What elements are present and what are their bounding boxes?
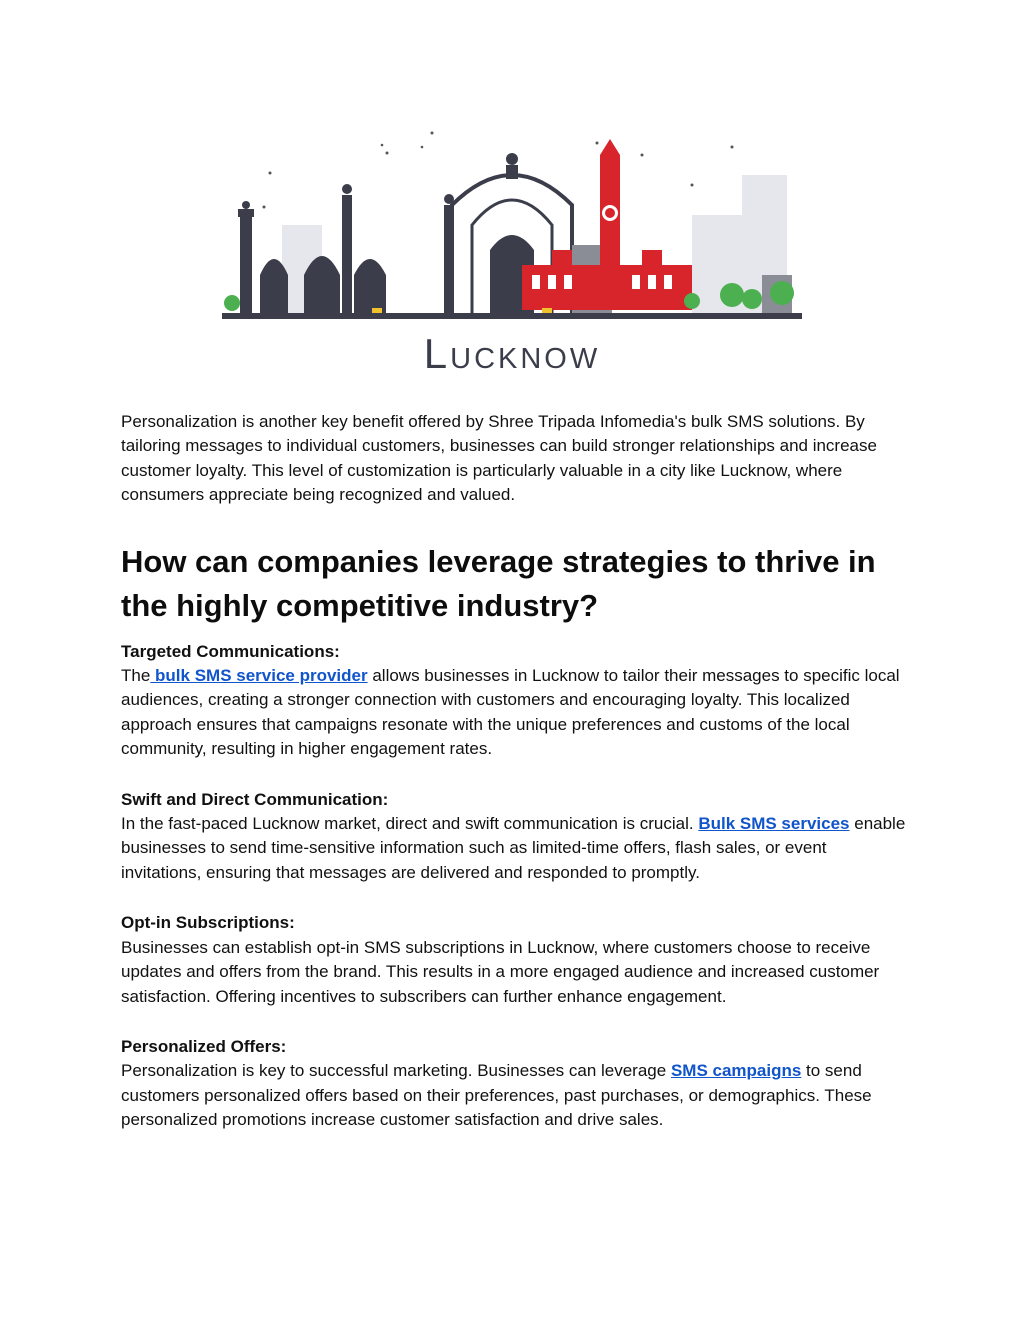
section-title: Targeted Communications: — [121, 641, 340, 661]
text-run: The — [121, 666, 151, 686]
section-title: Personalized Offers: — [121, 1036, 287, 1056]
section-title: Opt-in Subscriptions: — [121, 913, 295, 933]
section-text — [121, 1059, 911, 1132]
text-run: Personalization is key to successful marketing. Businesses can leverage — [121, 1061, 671, 1081]
sms-campaigns-link[interactable]: SMS campaigns — [670, 1061, 802, 1081]
section-text — [121, 664, 911, 762]
section-personalized-offers — [121, 1035, 911, 1133]
skyline-illustration — [222, 125, 802, 325]
section-targeted-communications — [121, 640, 911, 762]
intro-paragraph: Personalization is another key benefit offered by Shree Tripada Infomedia's bulk SMS solutions. By tailoring messages to individual customers, businesses can build stronger relationships and increase customer loyalty. This level of customization is particularly valuable in a city like Lucknow, where consumers appreciate being recognized and valued. — [121, 412, 877, 505]
page-heading: How can companies leverage strategies to thrive in the highly competitive industry? — [121, 543, 876, 623]
section-opt-in-subscriptions — [121, 911, 911, 1009]
section-text: Businesses can establish opt-in SMS subscriptions in Lucknow, where customers choose to receive updates and offers from the brand. This results in a more engaged audience and increased customer satisfaction. Offering incentives to subscribers can further enhance engagement. — [121, 937, 880, 1006]
text-run: to send customers personalized offers based on their preferences, past purchases, or demographics. These personalized promotions increase customer satisfaction and drive sales. — [121, 1061, 872, 1130]
section-text — [121, 812, 911, 885]
section-swift-direct-communication — [121, 788, 911, 886]
text-run: enable businesses to send time-sensitive information such as limited-time offers, flash sales, or event invitations, ensuring that messages are delivered and responded to promptly. — [121, 814, 906, 882]
section-title: Swift and Direct Communication: — [121, 789, 389, 809]
document-body — [121, 410, 911, 1133]
text-run: allows businesses in Lucknow to tailor their messages to specific local audiences, creating a stronger connection with customers and encouraging loyalty. This localized approach ensures that campaigns resonate with the unique preferences and customs of the local community, resulting in higher engagement rates. — [121, 666, 900, 759]
text-run: In the fast-paced Lucknow market, direct and swift communication is crucial. — [121, 814, 699, 834]
lucknow-logo-text: Lucknow — [423, 330, 601, 377]
lucknow-skyline-banner — [222, 125, 802, 375]
bulk-sms-services-link[interactable]: Bulk SMS services — [698, 814, 850, 834]
bulk-sms-service-provider-link[interactable]: bulk SMS service provider — [150, 666, 368, 686]
